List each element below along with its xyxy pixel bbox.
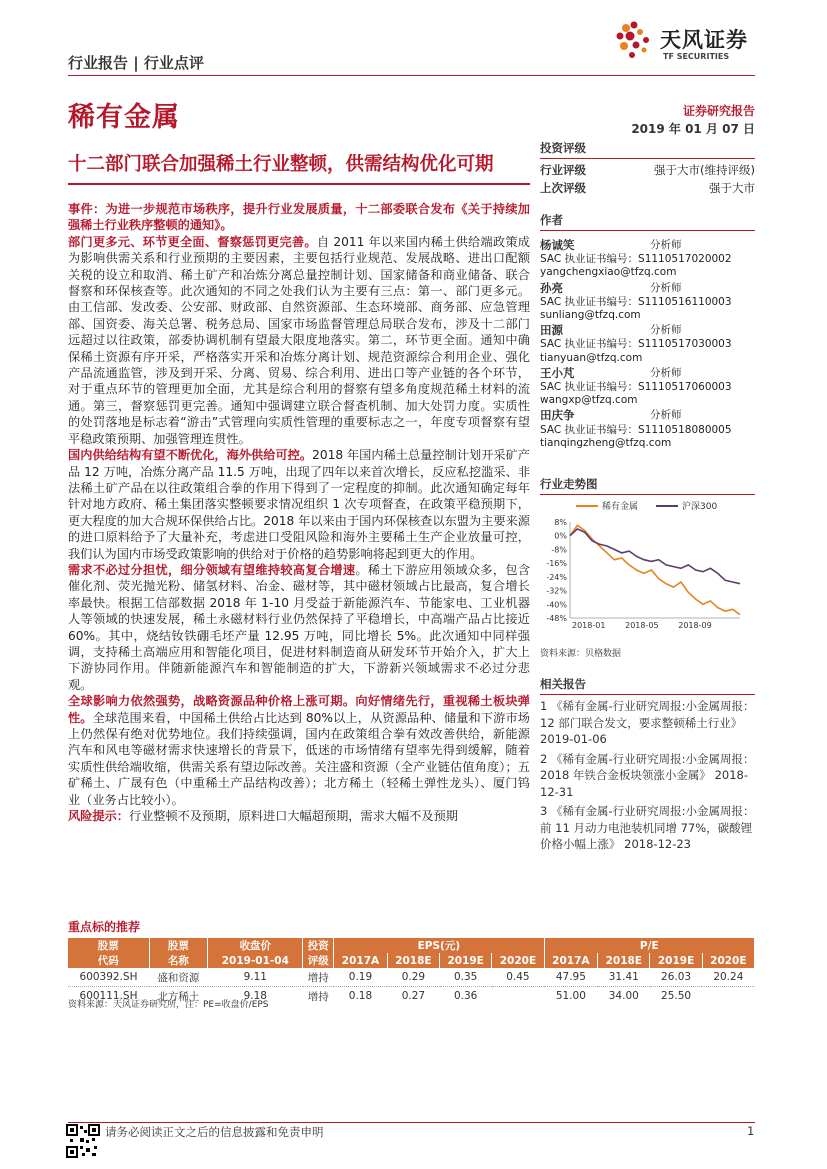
footer-divider xyxy=(68,1122,755,1123)
author-cert: SAC 执业证书编号：S1110517060003 xyxy=(540,381,732,394)
report-date: 2019 年 01 月 07 日 xyxy=(631,122,755,136)
y-tick-label: -16% xyxy=(546,559,567,569)
th: 2020E xyxy=(702,953,754,968)
trend-box xyxy=(540,476,755,495)
related-box xyxy=(540,676,755,853)
y-tick-label: -48% xyxy=(546,614,567,623)
report-title: 十二部门联合加强稀土行业整顿，供需结构优化可期 xyxy=(68,154,494,175)
rating-row: 行业评级 强于大市(维持评级) xyxy=(540,163,755,177)
paragraph-supply xyxy=(68,447,530,562)
related-item[interactable]: 1 《稀有金属-行业研究周报:小金属周报：12 部门联合发文，要求整顿稀土行业》 2019-01-06 xyxy=(540,699,755,746)
author-email[interactable]: tianqingzheng@tfzq.com xyxy=(540,436,672,449)
y-tick-label: -32% xyxy=(546,586,567,596)
author-name: 孙亮 xyxy=(540,280,563,295)
y-tick-label: -24% xyxy=(546,572,567,582)
trend-head: 行业走势图 xyxy=(540,476,755,495)
y-tick-label: 8% xyxy=(554,518,567,527)
author-entry xyxy=(540,324,755,365)
author-email[interactable]: sunliang@tfzq.com xyxy=(540,309,641,322)
page-number: 1 xyxy=(747,1124,755,1138)
legend-label: 稀有金属 xyxy=(602,502,639,512)
disclaimer-link[interactable]: 请务必阅读正文之后的信息披露和免责申明 xyxy=(105,1125,324,1139)
paragraph-policy xyxy=(68,234,530,447)
supply-lead: 国内供给结构有望不断优化，海外供给可控。 xyxy=(68,448,313,463)
main-body xyxy=(68,201,530,824)
policy-text: 自 2011 年以来国内稀土供给端政策成为影响供需关系和行业预期的主要因素，主要包括行业规范、发展战略、进出口配额关税的设立和取消、稀土矿产和冶炼分离总量控制计划、国家储备和商业储备、联合督察和环保核查等。此次通知的不同之处我们认为主要有三点：第一、部门更多元。由工信部、发改委、公安部、财政部、自然资源部、生态环境部、商务部、应急管理部、国资委、海关总署、税务总局、国家市场监督管理总局联合发布，涉及十二部门远超过以往政策，部委协调机制有望最大限度地落实。第二，环节更全面。通知中确保稀土资源有序开采，严格落实开采和冶炼分离计划、规范资源综合利用企业、强化产品流通监管，涉及到开采、分离、贸易、综合利用、进出口等产业链的各个环节，对于重点环节的管理更加全面，尤其是综合利用的督察有望多角度规范稀土材料的流通。第三，督察惩罚更完善。通知中强调建立联合督查机制、加大处罚力度。实质性的处罚落地是标志着“游击”式管理向实质性管理的重要标志之一，年度专项督察有望平稳政策预期、加强管理连贯性。 xyxy=(68,234,530,446)
global-lead: 全球影响力依然强势，战略资源品种价格上涨可期。向好情绪先行，重视稀土板块弹性。 xyxy=(68,694,530,725)
header-divider xyxy=(68,75,755,76)
trend-source: 资料来源：贝格数据 xyxy=(540,649,622,659)
th: 2019E xyxy=(650,953,702,968)
author-cert: SAC 执业证书编号：S1110518080005 xyxy=(540,423,732,436)
th: 2017A xyxy=(334,953,388,968)
th: 股票 xyxy=(149,938,208,953)
author-name: 杨诚笑 xyxy=(540,238,575,252)
th: 2017A xyxy=(544,953,598,968)
y-tick-label: -8% xyxy=(551,545,567,555)
th: 股票 xyxy=(68,938,149,953)
author-role: 分析师 xyxy=(650,366,682,379)
table-header-row-2 xyxy=(68,953,755,968)
author-role: 分析师 xyxy=(650,281,682,294)
th: 2019-01-04 xyxy=(208,953,303,968)
global-text: 全球范围来看，中国稀土供给占比达到 80%以上，从资源品种、储量和下游市场上仍然保有绝对优势地位。我们持续强调，国内在政策组合拳有效改善供给，新能源汽车和风电等磁材需求快速增长的背景下，低迷的市场情绪有望率先得到缓解，随着实质性供给端收缩，供需关系有望边际改善。关注盛和资源（全产业链估值角度）；五矿稀土、广晟有色（中重稀土产品结构改善）；北方稀土（轻稀土弹性龙头）、厦门钨业（业务占比较小）。 xyxy=(68,710,530,807)
related-item[interactable]: 2 《稀有金属-行业研究周报:小金属周报：2018 年铁合金板块领涨小金属》 2018-12-31 xyxy=(540,751,755,799)
policy-lead: 部门更多元、环节更全面、督察惩罚更完善。 xyxy=(68,234,317,249)
event-lead: 事件：为进一步规范市场秩序，提升行业发展质量，十二部委联合发布《关于持续加强稀土行业秩序整顿的通知》。 xyxy=(68,202,530,233)
th: EPS(元) xyxy=(334,938,544,953)
x-tick-label: 2018-09 xyxy=(678,621,712,630)
author-name: 田庆争 xyxy=(540,408,575,423)
author-name: 王小芃 xyxy=(540,365,575,380)
th: P/E xyxy=(544,938,754,953)
th: 名称 xyxy=(149,953,208,968)
related-item[interactable]: 3 《稀有金属-行业研究周报:小金属周报：前 11 月动力电池装机同增 77%，碳酸锂价格小幅上涨》 2018-12-23 xyxy=(540,804,755,851)
qr-code-icon xyxy=(66,1124,100,1158)
rating-box xyxy=(540,140,755,198)
th: 2020E xyxy=(492,953,544,968)
th: 评级 xyxy=(303,953,334,968)
recommend-table xyxy=(68,938,755,1005)
author-entry xyxy=(540,239,755,280)
th: 投资 xyxy=(303,938,334,953)
x-tick-label: 2018-01 xyxy=(572,621,606,630)
paragraph-event xyxy=(68,201,530,234)
th: 2018E xyxy=(387,953,439,968)
industry-trend-chart xyxy=(540,496,755,636)
legend-label: 沪深300 xyxy=(682,502,718,512)
th: 代码 xyxy=(68,953,149,968)
author-email[interactable]: yangchengxiao@tfzq.com xyxy=(540,266,677,279)
author-entry xyxy=(540,282,755,323)
rating-row: 上次评级 强于大市 xyxy=(540,181,755,195)
demand-text: 。稀土下游应用领域众多，包含催化剂、荧光抛光粉、储氢材料、冶金、磁材等，其中磁材领域占比最高，复合增长率最快。根据工信部数据 2018 年 1-10 月受益于新能源汽车、节能家电、工业机器人等领域的快速发展，稀土永磁材料行业仍然保持了平稳增长，中高端产品占比接近 60%。其中，烧结钕铁硼毛坯产量 12.95 万吨，同比增长 5%。此次通知中同样强调，支持稀土高端应用和智能化项目，促进材料制造商从研发环节开始介入，扩大上下游协同作用。伴随新能源汽车和智能制造的扩大，下游新兴领域需求不必过分悲观。 xyxy=(68,562,531,692)
authors-box xyxy=(540,212,755,450)
title-underline xyxy=(68,183,530,185)
y-tick-label: -40% xyxy=(546,600,567,610)
author-role: 分析师 xyxy=(650,239,682,251)
author-cert: SAC 执业证书编号：S1110517030003 xyxy=(540,338,732,351)
risk-text: 行业整顿不及预期，原料进口大幅超预期，需求大幅不及预期 xyxy=(128,809,458,824)
table-title: 重点标的推荐 xyxy=(68,920,141,934)
x-tick-label: 2018-05 xyxy=(625,621,659,630)
table-note: 资料来源：天风证券研究所，注：PE=收盘价/EPS xyxy=(68,1000,269,1010)
demand-lead: 需求不必过分担忧，细分领域有望维持较高复合增速 xyxy=(68,562,356,577)
th: 2019E xyxy=(440,953,492,968)
author-entry xyxy=(540,409,755,450)
report-type: 行业报告 | 行业点评 xyxy=(68,54,204,72)
author-email[interactable]: wangxp@tfzq.com xyxy=(540,394,638,407)
author-entry xyxy=(540,367,755,408)
author-role: 分析师 xyxy=(650,409,682,422)
y-tick-label: 0% xyxy=(554,531,567,541)
author-role: 分析师 xyxy=(650,324,682,337)
paragraph-risk xyxy=(68,808,530,824)
logo-name-cn: 天风证券 xyxy=(660,28,748,52)
table-header-row-1 xyxy=(68,938,755,953)
logo-name-en: TF SECURITIES xyxy=(663,52,730,61)
table-row: 600111.SH 北方稀土 9.18 增持 0.18 0.27 0.36 51.00 34.00 25.50 xyxy=(79,990,692,1003)
series-line xyxy=(570,525,740,614)
author-cert: SAC 执业证书编号：S1110516110003 xyxy=(540,295,732,308)
table-row: 600392.SH 盛和资源 9.11 增持 0.19 0.29 0.35 0.45 47.95 31.41 26.03 20.24 xyxy=(68,968,755,987)
report-kind: 证券研究报告 xyxy=(682,104,755,118)
authors-head: 作者 xyxy=(540,212,755,231)
paragraph-global xyxy=(68,693,530,808)
supply-text: 2018 年国内稀土总量控制计划开采矿产品 12 万吨，冶炼分离产品 11.5 万吨，出现了四年以来首次增长，反应私挖滥采、非法稀土矿产品在以往政策组合拳的作用下得到了一定程度的抑制。此次通知确定每年针对地方政府、稀土集团落实整顿要求情况组织 1 次专项督查，在政策平稳预期下，更大程度的加大合规环保供给占比。2018 年以来由于国内环保核查以东盟为主要来源的进口原料给予了大量补充，考虑进口受阻风险和海外主要稀土生产企业放量可控，我们认为国内市场受政策影响的供给对于价格的趋势影响将起到更大的作用。 xyxy=(68,448,530,561)
risk-lead: 风险提示： xyxy=(68,809,129,824)
rating-head: 投资评级 xyxy=(540,140,755,159)
sector-title: 稀有金属 xyxy=(68,102,180,133)
author-name: 田源 xyxy=(540,323,563,338)
author-email[interactable]: tianyuan@tfzq.com xyxy=(540,351,643,364)
paragraph-demand xyxy=(68,562,530,693)
author-cert: SAC 执业证书编号：S1110517020002 xyxy=(540,253,732,266)
th: 收盘价 xyxy=(208,938,303,953)
related-head: 相关报告 xyxy=(540,676,755,695)
th: 2018E xyxy=(598,953,650,968)
